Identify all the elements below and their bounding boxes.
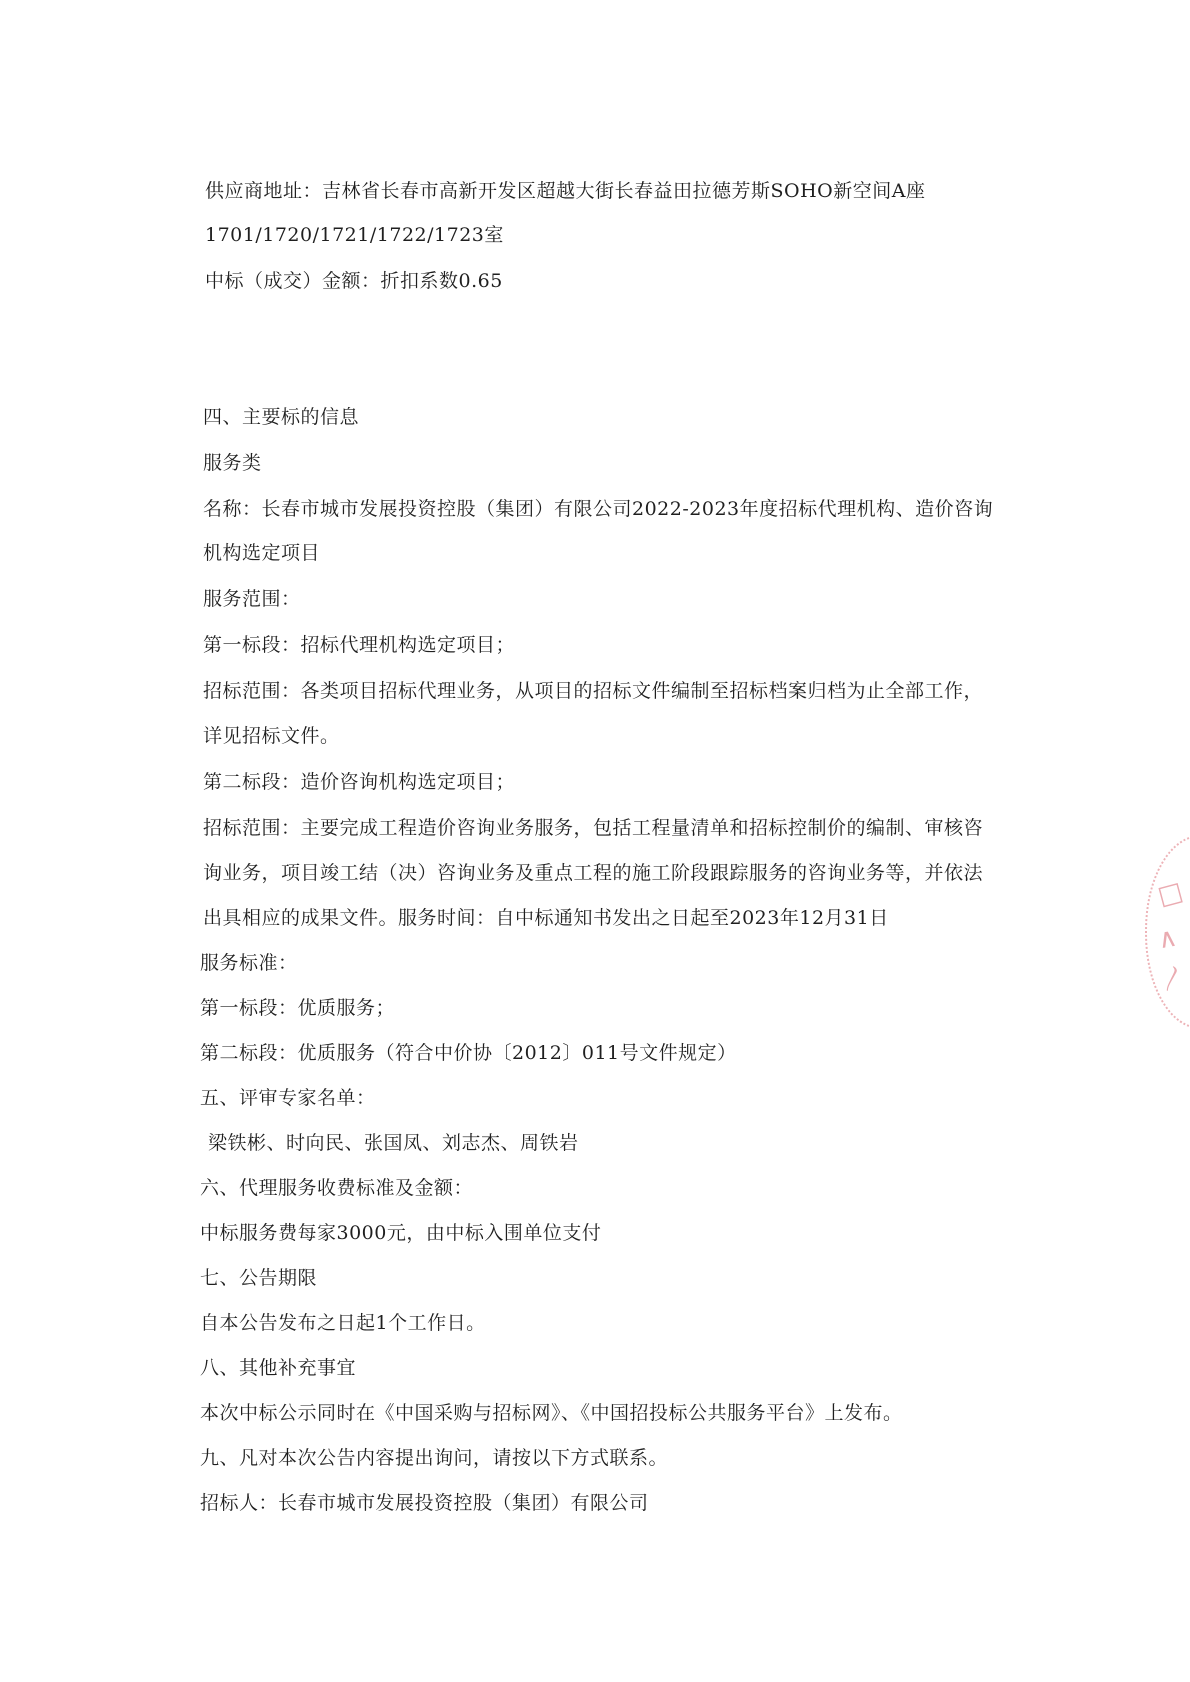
lot1-scope-line2: 详见招标文件。 [203, 725, 340, 747]
standard-lot1: 第一标段：优质服务； [200, 997, 396, 1019]
service-category: 服务类 [203, 452, 262, 474]
section6-heading: 六、代理服务收费标准及金额： [200, 1177, 474, 1199]
section7-heading: 七、公告期限 [200, 1267, 318, 1289]
notice-period: 自本公告发布之日起1个工作日。 [200, 1312, 486, 1334]
lot1-scope-line1: 招标范围：各类项目招标代理业务，从项目的招标文件编制至招标档案归档为止全部工作， [203, 680, 984, 702]
publication-note: 本次中标公示同时在《中国采购与招标网》、《中国招投标公共服务平台》上发布。 [200, 1402, 903, 1424]
lot2-scope-line3: 出具相应的成果文件。服务时间：自中标通知书发出之日起至2023年12月31日 [203, 907, 889, 929]
service-standard-label: 服务标准： [200, 952, 298, 974]
lot1-title: 第一标段：招标代理机构选定项目； [203, 634, 516, 656]
project-name-line2: 机构选定项目 [203, 542, 321, 564]
seal-glyph: □ [1154, 876, 1187, 912]
service-scope-label: 服务范围： [203, 588, 301, 610]
supplier-address-line2: 1701/1720/1721/1722/1723室 [205, 224, 504, 246]
lot2-scope-line2: 询业务，项目竣工结（决）咨询业务及重点工程的施工阶段跟踪服务的咨询业务等，并依法 [203, 862, 984, 884]
seal-glyph: 〳 [1158, 962, 1188, 996]
expert-list: 梁铁彬、时向民、张国凤、刘志杰、周铁岩 [208, 1132, 579, 1154]
seal-glyph: ∧ [1155, 922, 1180, 956]
award-amount: 中标（成交）金额：折扣系数0.65 [205, 270, 503, 292]
tenderer: 招标人：长春市城市发展投资控股（集团）有限公司 [200, 1492, 649, 1514]
service-fee: 中标服务费每家3000元，由中标入围单位支付 [200, 1222, 602, 1244]
supplier-address-line1: 供应商地址：吉林省长春市高新开发区超越大街长春益田拉德芳斯SOHO新空间A座 [205, 180, 926, 202]
standard-lot2: 第二标段：优质服务（符合中价协〔2012〕011号文件规定） [200, 1042, 737, 1064]
section8-heading: 八、其他补充事宜 [200, 1357, 357, 1379]
section4-heading: 四、主要标的信息 [203, 406, 360, 428]
section5-heading: 五、评审专家名单： [200, 1087, 376, 1109]
project-name-line1: 名称：长春市城市发展投资控股（集团）有限公司2022-2023年度招标代理机构、造价咨询 [203, 498, 994, 520]
section9-heading: 九、凡对本次公告内容提出询问，请按以下方式联系。 [200, 1447, 669, 1469]
lot2-scope-line1: 招标范围：主要完成工程造价咨询业务服务，包括工程量清单和招标控制价的编制、审核咨 [203, 817, 984, 839]
lot2-title: 第二标段：造价咨询机构选定项目； [203, 771, 516, 793]
